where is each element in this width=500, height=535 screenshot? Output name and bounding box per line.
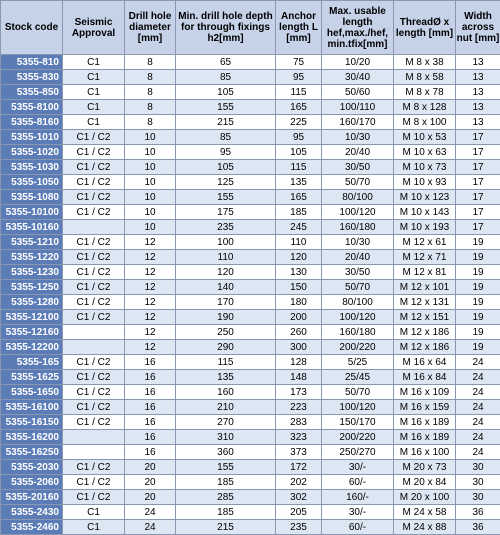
cell-width-across-nut: 19	[456, 325, 500, 340]
cell-min-drill-hole-depth: 120	[176, 265, 276, 280]
cell-width-across-nut: 19	[456, 340, 500, 355]
cell-thread-length: M 10 x 63	[394, 145, 456, 160]
cell-thread-length: M 10 x 143	[394, 205, 456, 220]
cell-thread-length: M 16 x 84	[394, 370, 456, 385]
cell-seismic-approval: C1	[63, 100, 125, 115]
cell-drill-hole-diameter: 12	[125, 250, 176, 265]
cell-stock-code: 5355-2030	[1, 460, 63, 475]
cell-thread-length: M 8 x 58	[394, 70, 456, 85]
cell-width-across-nut: 30	[456, 460, 500, 475]
cell-max-usable-length: 30/50	[322, 265, 394, 280]
cell-min-drill-hole-depth: 170	[176, 295, 276, 310]
cell-stock-code: 5355-1280	[1, 295, 63, 310]
cell-seismic-approval: C1 / C2	[63, 190, 125, 205]
cell-drill-hole-diameter: 24	[125, 505, 176, 520]
cell-width-across-nut: 17	[456, 145, 500, 160]
cell-stock-code: 5355-1250	[1, 280, 63, 295]
cell-stock-code: 5355-8160	[1, 115, 63, 130]
cell-thread-length: M 8 x 100	[394, 115, 456, 130]
header-max-usable-length: Max. usable length hef,max./hef, min.tfix[mm]	[322, 1, 394, 55]
table-row	[1, 85, 500, 100]
cell-stock-code: 5355-810	[1, 55, 63, 70]
cell-thread-length: M 20 x 84	[394, 475, 456, 490]
cell-max-usable-length: 150/170	[322, 415, 394, 430]
cell-max-usable-length: 100/120	[322, 310, 394, 325]
cell-stock-code: 5355-2430	[1, 505, 63, 520]
cell-drill-hole-diameter: 8	[125, 100, 176, 115]
cell-seismic-approval	[63, 445, 125, 460]
cell-drill-hole-diameter: 12	[125, 310, 176, 325]
cell-anchor-length: 75	[276, 55, 322, 70]
cell-seismic-approval: C1 / C2	[63, 355, 125, 370]
cell-drill-hole-diameter: 16	[125, 430, 176, 445]
cell-thread-length: M 8 x 78	[394, 85, 456, 100]
cell-stock-code: 5355-1230	[1, 265, 63, 280]
cell-width-across-nut: 30	[456, 490, 500, 505]
cell-anchor-length: 235	[276, 520, 322, 535]
cell-width-across-nut: 17	[456, 190, 500, 205]
cell-thread-length: M 16 x 159	[394, 400, 456, 415]
cell-max-usable-length: 50/60	[322, 85, 394, 100]
cell-stock-code: 5355-1050	[1, 175, 63, 190]
table-row	[1, 205, 500, 220]
cell-stock-code: 5355-10160	[1, 220, 63, 235]
cell-thread-length: M 10 x 193	[394, 220, 456, 235]
cell-min-drill-hole-depth: 270	[176, 415, 276, 430]
cell-anchor-length: 150	[276, 280, 322, 295]
cell-max-usable-length: 10/30	[322, 235, 394, 250]
cell-max-usable-length: 100/120	[322, 205, 394, 220]
cell-drill-hole-diameter: 8	[125, 55, 176, 70]
cell-thread-length: M 12 x 151	[394, 310, 456, 325]
cell-seismic-approval: C1 / C2	[63, 490, 125, 505]
cell-seismic-approval: C1	[63, 70, 125, 85]
cell-anchor-length: 245	[276, 220, 322, 235]
cell-min-drill-hole-depth: 135	[176, 370, 276, 385]
cell-min-drill-hole-depth: 110	[176, 250, 276, 265]
cell-thread-length: M 10 x 53	[394, 130, 456, 145]
cell-max-usable-length: 200/220	[322, 340, 394, 355]
cell-drill-hole-diameter: 16	[125, 400, 176, 415]
cell-stock-code: 5355-1210	[1, 235, 63, 250]
cell-min-drill-hole-depth: 65	[176, 55, 276, 70]
cell-min-drill-hole-depth: 215	[176, 520, 276, 535]
cell-anchor-length: 185	[276, 205, 322, 220]
cell-anchor-length: 223	[276, 400, 322, 415]
cell-anchor-length: 110	[276, 235, 322, 250]
table-row	[1, 400, 500, 415]
cell-thread-length: M 16 x 100	[394, 445, 456, 460]
cell-drill-hole-diameter: 10	[125, 220, 176, 235]
cell-anchor-length: 173	[276, 385, 322, 400]
cell-max-usable-length: 10/20	[322, 55, 394, 70]
table-row	[1, 445, 500, 460]
cell-stock-code: 5355-2060	[1, 475, 63, 490]
cell-seismic-approval	[63, 430, 125, 445]
cell-width-across-nut: 13	[456, 55, 500, 70]
cell-max-usable-length: 30/-	[322, 505, 394, 520]
cell-seismic-approval: C1	[63, 115, 125, 130]
cell-drill-hole-diameter: 12	[125, 235, 176, 250]
table-row	[1, 175, 500, 190]
cell-min-drill-hole-depth: 360	[176, 445, 276, 460]
cell-width-across-nut: 19	[456, 280, 500, 295]
cell-thread-length: M 12 x 71	[394, 250, 456, 265]
cell-stock-code: 5355-16250	[1, 445, 63, 460]
cell-width-across-nut: 19	[456, 265, 500, 280]
cell-thread-length: M 12 x 186	[394, 340, 456, 355]
table-row	[1, 415, 500, 430]
table-row	[1, 520, 500, 535]
cell-thread-length: M 24 x 88	[394, 520, 456, 535]
header-drill-hole-diameter: Drill hole diameter [mm]	[125, 1, 176, 55]
cell-seismic-approval: C1 / C2	[63, 250, 125, 265]
table-row	[1, 460, 500, 475]
cell-anchor-length: 128	[276, 355, 322, 370]
cell-min-drill-hole-depth: 160	[176, 385, 276, 400]
cell-stock-code: 5355-16150	[1, 415, 63, 430]
cell-min-drill-hole-depth: 155	[176, 190, 276, 205]
cell-stock-code: 5355-1010	[1, 130, 63, 145]
table-row	[1, 220, 500, 235]
header-anchor-length: Anchor length L [mm]	[276, 1, 322, 55]
cell-max-usable-length: 100/120	[322, 400, 394, 415]
cell-width-across-nut: 19	[456, 310, 500, 325]
cell-thread-length: M 12 x 61	[394, 235, 456, 250]
cell-drill-hole-diameter: 10	[125, 130, 176, 145]
cell-drill-hole-diameter: 10	[125, 160, 176, 175]
table-row	[1, 70, 500, 85]
cell-anchor-length: 225	[276, 115, 322, 130]
table-row	[1, 295, 500, 310]
cell-max-usable-length: 30/40	[322, 70, 394, 85]
cell-drill-hole-diameter: 10	[125, 175, 176, 190]
cell-width-across-nut: 24	[456, 400, 500, 415]
cell-thread-length: M 16 x 109	[394, 385, 456, 400]
cell-anchor-length: 283	[276, 415, 322, 430]
cell-seismic-approval: C1	[63, 85, 125, 100]
cell-seismic-approval: C1 / C2	[63, 385, 125, 400]
cell-anchor-length: 130	[276, 265, 322, 280]
cell-thread-length: M 16 x 189	[394, 415, 456, 430]
cell-width-across-nut: 13	[456, 70, 500, 85]
cell-min-drill-hole-depth: 250	[176, 325, 276, 340]
cell-max-usable-length: 100/110	[322, 100, 394, 115]
cell-min-drill-hole-depth: 210	[176, 400, 276, 415]
cell-max-usable-length: 50/70	[322, 175, 394, 190]
table-body	[1, 55, 500, 535]
cell-width-across-nut: 24	[456, 385, 500, 400]
cell-width-across-nut: 17	[456, 160, 500, 175]
table-row	[1, 235, 500, 250]
cell-drill-hole-diameter: 20	[125, 475, 176, 490]
cell-drill-hole-diameter: 16	[125, 415, 176, 430]
cell-anchor-length: 148	[276, 370, 322, 385]
cell-seismic-approval: C1 / C2	[63, 235, 125, 250]
cell-max-usable-length: 160/170	[322, 115, 394, 130]
cell-width-across-nut: 17	[456, 220, 500, 235]
table-row	[1, 250, 500, 265]
cell-drill-hole-diameter: 12	[125, 265, 176, 280]
cell-anchor-length: 172	[276, 460, 322, 475]
cell-max-usable-length: 60/-	[322, 475, 394, 490]
cell-width-across-nut: 19	[456, 235, 500, 250]
cell-anchor-length: 323	[276, 430, 322, 445]
cell-stock-code: 5355-1030	[1, 160, 63, 175]
cell-min-drill-hole-depth: 185	[176, 505, 276, 520]
cell-min-drill-hole-depth: 95	[176, 145, 276, 160]
table-row	[1, 475, 500, 490]
cell-width-across-nut: 36	[456, 505, 500, 520]
cell-width-across-nut: 24	[456, 355, 500, 370]
cell-stock-code: 5355-830	[1, 70, 63, 85]
cell-drill-hole-diameter: 10	[125, 145, 176, 160]
cell-max-usable-length: 25/45	[322, 370, 394, 385]
cell-width-across-nut: 13	[456, 85, 500, 100]
cell-max-usable-length: 50/70	[322, 385, 394, 400]
cell-min-drill-hole-depth: 140	[176, 280, 276, 295]
cell-anchor-length: 205	[276, 505, 322, 520]
cell-min-drill-hole-depth: 125	[176, 175, 276, 190]
cell-drill-hole-diameter: 20	[125, 460, 176, 475]
cell-thread-length: M 24 x 58	[394, 505, 456, 520]
cell-drill-hole-diameter: 20	[125, 490, 176, 505]
cell-anchor-length: 135	[276, 175, 322, 190]
cell-max-usable-length: 20/40	[322, 145, 394, 160]
table-row	[1, 190, 500, 205]
table-row	[1, 340, 500, 355]
cell-seismic-approval: C1 / C2	[63, 310, 125, 325]
cell-stock-code: 5355-1080	[1, 190, 63, 205]
cell-width-across-nut: 17	[456, 205, 500, 220]
cell-min-drill-hole-depth: 85	[176, 70, 276, 85]
cell-width-across-nut: 24	[456, 445, 500, 460]
cell-max-usable-length: 160/180	[322, 220, 394, 235]
cell-anchor-length: 180	[276, 295, 322, 310]
cell-anchor-length: 302	[276, 490, 322, 505]
cell-anchor-length: 115	[276, 85, 322, 100]
cell-anchor-length: 200	[276, 310, 322, 325]
cell-stock-code: 5355-12100	[1, 310, 63, 325]
cell-width-across-nut: 30	[456, 475, 500, 490]
cell-seismic-approval: C1 / C2	[63, 175, 125, 190]
cell-seismic-approval: C1 / C2	[63, 205, 125, 220]
cell-thread-length: M 8 x 38	[394, 55, 456, 70]
table-row	[1, 100, 500, 115]
cell-anchor-length: 260	[276, 325, 322, 340]
cell-thread-length: M 16 x 189	[394, 430, 456, 445]
cell-seismic-approval: C1 / C2	[63, 415, 125, 430]
cell-seismic-approval: C1 / C2	[63, 265, 125, 280]
table-row	[1, 490, 500, 505]
cell-seismic-approval	[63, 220, 125, 235]
cell-stock-code: 5355-12160	[1, 325, 63, 340]
cell-seismic-approval: C1 / C2	[63, 475, 125, 490]
cell-thread-length: M 10 x 93	[394, 175, 456, 190]
cell-max-usable-length: 5/25	[322, 355, 394, 370]
table-row	[1, 130, 500, 145]
cell-drill-hole-diameter: 12	[125, 325, 176, 340]
cell-thread-length: M 20 x 73	[394, 460, 456, 475]
cell-min-drill-hole-depth: 235	[176, 220, 276, 235]
table-row	[1, 310, 500, 325]
cell-seismic-approval: C1 / C2	[63, 130, 125, 145]
cell-drill-hole-diameter: 8	[125, 115, 176, 130]
table-row	[1, 115, 500, 130]
cell-min-drill-hole-depth: 115	[176, 355, 276, 370]
table-row	[1, 160, 500, 175]
cell-max-usable-length: 30/50	[322, 160, 394, 175]
header-seismic-approval: Seismic Approval	[63, 1, 125, 55]
cell-anchor-length: 165	[276, 190, 322, 205]
cell-max-usable-length: 200/220	[322, 430, 394, 445]
cell-anchor-length: 300	[276, 340, 322, 355]
cell-drill-hole-diameter: 10	[125, 190, 176, 205]
cell-anchor-length: 95	[276, 130, 322, 145]
cell-max-usable-length: 250/270	[322, 445, 394, 460]
cell-stock-code: 5355-1650	[1, 385, 63, 400]
cell-drill-hole-diameter: 8	[125, 85, 176, 100]
cell-width-across-nut: 19	[456, 250, 500, 265]
cell-thread-length: M 10 x 123	[394, 190, 456, 205]
cell-seismic-approval: C1	[63, 55, 125, 70]
cell-width-across-nut: 17	[456, 130, 500, 145]
cell-stock-code: 5355-1020	[1, 145, 63, 160]
cell-seismic-approval: C1 / C2	[63, 400, 125, 415]
cell-max-usable-length: 160/180	[322, 325, 394, 340]
header-stock-code: Stock code	[1, 1, 63, 55]
cell-drill-hole-diameter: 10	[125, 205, 176, 220]
cell-drill-hole-diameter: 8	[125, 70, 176, 85]
table-row	[1, 145, 500, 160]
cell-anchor-length: 120	[276, 250, 322, 265]
header-min-drill-hole-depth: Min. drill hole depth for through fixings h2[mm]	[176, 1, 276, 55]
table-row	[1, 280, 500, 295]
cell-stock-code: 5355-10100	[1, 205, 63, 220]
cell-stock-code: 5355-165	[1, 355, 63, 370]
table-row	[1, 265, 500, 280]
cell-drill-hole-diameter: 12	[125, 295, 176, 310]
cell-min-drill-hole-depth: 185	[176, 475, 276, 490]
cell-max-usable-length: 50/70	[322, 280, 394, 295]
cell-seismic-approval: C1 / C2	[63, 160, 125, 175]
cell-min-drill-hole-depth: 175	[176, 205, 276, 220]
cell-seismic-approval: C1 / C2	[63, 460, 125, 475]
cell-drill-hole-diameter: 12	[125, 280, 176, 295]
header-row	[1, 1, 500, 55]
cell-thread-length: M 12 x 101	[394, 280, 456, 295]
cell-seismic-approval: C1 / C2	[63, 280, 125, 295]
cell-min-drill-hole-depth: 105	[176, 160, 276, 175]
cell-width-across-nut: 24	[456, 415, 500, 430]
cell-thread-length: M 20 x 100	[394, 490, 456, 505]
cell-max-usable-length: 80/100	[322, 295, 394, 310]
header-width-across-nut: Width across nut [mm]	[456, 1, 500, 55]
table-row	[1, 430, 500, 445]
cell-width-across-nut: 36	[456, 520, 500, 535]
header-thread-length: ThreadØ x length [mm]	[394, 1, 456, 55]
cell-stock-code: 5355-16100	[1, 400, 63, 415]
cell-stock-code: 5355-2460	[1, 520, 63, 535]
cell-min-drill-hole-depth: 155	[176, 100, 276, 115]
cell-thread-length: M 16 x 64	[394, 355, 456, 370]
cell-drill-hole-diameter: 24	[125, 520, 176, 535]
cell-anchor-length: 95	[276, 70, 322, 85]
cell-anchor-length: 373	[276, 445, 322, 460]
cell-min-drill-hole-depth: 215	[176, 115, 276, 130]
cell-max-usable-length: 80/100	[322, 190, 394, 205]
cell-stock-code: 5355-20160	[1, 490, 63, 505]
cell-anchor-length: 202	[276, 475, 322, 490]
cell-seismic-approval: C1 / C2	[63, 145, 125, 160]
table-row	[1, 505, 500, 520]
cell-width-across-nut: 13	[456, 100, 500, 115]
cell-anchor-length: 165	[276, 100, 322, 115]
cell-drill-hole-diameter: 16	[125, 355, 176, 370]
cell-min-drill-hole-depth: 100	[176, 235, 276, 250]
table-row	[1, 325, 500, 340]
table-row	[1, 385, 500, 400]
cell-seismic-approval: C1	[63, 505, 125, 520]
cell-stock-code: 5355-850	[1, 85, 63, 100]
cell-seismic-approval	[63, 340, 125, 355]
cell-stock-code: 5355-1220	[1, 250, 63, 265]
table-row	[1, 355, 500, 370]
cell-min-drill-hole-depth: 290	[176, 340, 276, 355]
cell-thread-length: M 12 x 131	[394, 295, 456, 310]
cell-drill-hole-diameter: 16	[125, 445, 176, 460]
table-row	[1, 55, 500, 70]
cell-thread-length: M 8 x 128	[394, 100, 456, 115]
cell-anchor-length: 115	[276, 160, 322, 175]
cell-min-drill-hole-depth: 310	[176, 430, 276, 445]
cell-stock-code: 5355-12200	[1, 340, 63, 355]
cell-drill-hole-diameter: 16	[125, 385, 176, 400]
cell-drill-hole-diameter: 16	[125, 370, 176, 385]
cell-width-across-nut: 13	[456, 115, 500, 130]
cell-min-drill-hole-depth: 155	[176, 460, 276, 475]
cell-max-usable-length: 60/-	[322, 520, 394, 535]
cell-max-usable-length: 10/30	[322, 130, 394, 145]
cell-width-across-nut: 24	[456, 430, 500, 445]
cell-stock-code: 5355-1625	[1, 370, 63, 385]
cell-seismic-approval: C1 / C2	[63, 295, 125, 310]
cell-thread-length: M 10 x 73	[394, 160, 456, 175]
cell-anchor-length: 105	[276, 145, 322, 160]
cell-seismic-approval: C1 / C2	[63, 370, 125, 385]
cell-stock-code: 5355-16200	[1, 430, 63, 445]
table-row	[1, 370, 500, 385]
cell-min-drill-hole-depth: 105	[176, 85, 276, 100]
cell-seismic-approval: C1	[63, 520, 125, 535]
cell-max-usable-length: 160/-	[322, 490, 394, 505]
table-header	[1, 1, 500, 55]
cell-width-across-nut: 19	[456, 295, 500, 310]
cell-stock-code: 5355-8100	[1, 100, 63, 115]
cell-seismic-approval	[63, 325, 125, 340]
cell-max-usable-length: 30/-	[322, 460, 394, 475]
cell-thread-length: M 12 x 81	[394, 265, 456, 280]
cell-min-drill-hole-depth: 85	[176, 130, 276, 145]
cell-thread-length: M 12 x 186	[394, 325, 456, 340]
cell-min-drill-hole-depth: 190	[176, 310, 276, 325]
cell-width-across-nut: 17	[456, 175, 500, 190]
cell-width-across-nut: 24	[456, 370, 500, 385]
cell-drill-hole-diameter: 12	[125, 340, 176, 355]
cell-min-drill-hole-depth: 285	[176, 490, 276, 505]
cell-max-usable-length: 20/40	[322, 250, 394, 265]
